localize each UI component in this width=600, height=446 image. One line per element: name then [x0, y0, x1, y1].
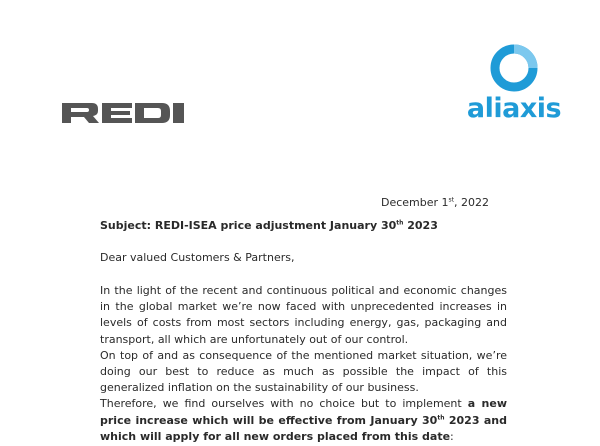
letter-date: December 1st, 2022	[380, 196, 489, 209]
aliaxis-logo	[464, 42, 564, 128]
letter-greeting: Dear valued Customers & Partners,	[100, 251, 295, 264]
redi-logo-mark	[62, 103, 184, 123]
aliaxis-wordmark: aliaxis	[466, 93, 562, 124]
aliaxis-ring-icon	[488, 42, 540, 94]
paragraph-1: In the light of the recent and continuous political and economic changes in the global market we’re now faced with unprecedented increases in levels of costs from most sectors including energy, gas, packaging and transport, all which are unfortunately out of our control.	[100, 284, 507, 346]
redi-logo	[62, 103, 184, 123]
letter-body	[100, 283, 507, 445]
paragraph-3: Therefore, we find ourselves with no choice but to implement a new price increase which will be effective from January 30th 2023 and which will apply for all new orders placed from this date:	[100, 397, 508, 443]
letter-subject: Subject: REDI-ISEA price adjustment January 30th 2023	[100, 219, 438, 232]
paragraph-2: On top of and as consequence of the mentioned market situation, we’re doing our best to reduce as much as possible the impact of this generalized inflation on the sustainability of our business.	[100, 348, 507, 395]
